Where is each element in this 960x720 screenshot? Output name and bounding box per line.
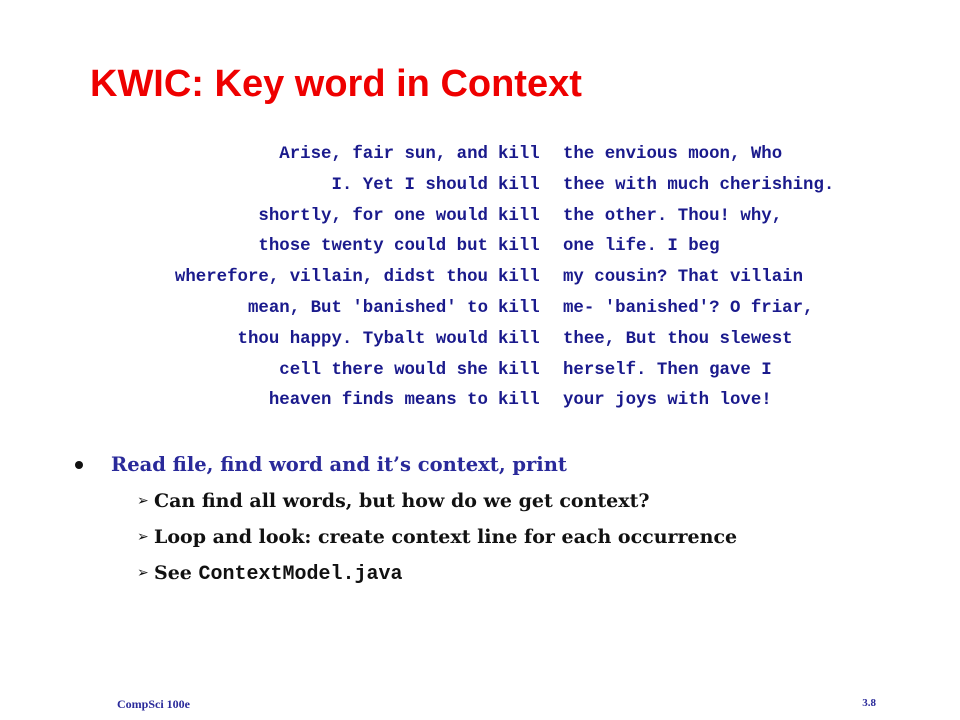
- kwic-left-context: cell there would she: [279, 360, 488, 380]
- sub-bullet: [0, 557, 960, 593]
- kwic-right-context: your joys with love!: [563, 391, 772, 411]
- kwic-left-context: I. Yet I should: [331, 175, 488, 195]
- kwic-right-context: thee with much cherishing.: [563, 175, 835, 195]
- sub-bullet-prefix: See: [154, 562, 199, 584]
- kwic-right-context: the envious moon, Who: [563, 145, 783, 164]
- kwic-right-context: one life. I beg: [563, 237, 720, 257]
- arrow-bullet-icon: ➢: [137, 529, 149, 545]
- footer-course: CompSci 100e: [117, 697, 190, 711]
- kwic-left-context: shortly, for one would: [258, 206, 488, 226]
- kwic-keyword: kill: [498, 206, 540, 226]
- sub-bullet-text: Loop and look: create context line for each occurrence: [154, 526, 738, 548]
- kwic-left-context: those twenty could but: [258, 237, 488, 257]
- kwic-keyword: kill: [498, 145, 540, 164]
- kwic-row: [0, 294, 960, 325]
- kwic-right-context: herself. Then gave I: [563, 360, 772, 380]
- file-name-code: ContextModel.java: [198, 563, 403, 586]
- kwic-keyword: kill: [498, 391, 540, 411]
- bullet-list: [0, 447, 960, 593]
- kwic-row: [0, 140, 960, 171]
- kwic-keyword: kill: [498, 360, 540, 380]
- kwic-row: [0, 325, 960, 356]
- kwic-left-context: heaven finds means to: [268, 391, 488, 411]
- slide-title: KWIC: Key word in Context: [90, 63, 582, 105]
- kwic-keyword: kill: [498, 329, 540, 349]
- arrow-bullet-icon: ➢: [137, 565, 149, 581]
- kwic-right-context: thee, But thou slewest: [563, 329, 793, 349]
- kwic-right-context: my cousin? That villain: [563, 268, 804, 288]
- kwic-keyword: kill: [498, 268, 540, 288]
- footer-page-number: 3.8: [862, 697, 876, 709]
- kwic-row: [0, 232, 960, 263]
- kwic-row: [0, 202, 960, 233]
- arrow-bullet-icon: ➢: [137, 493, 149, 509]
- kwic-keyword: kill: [498, 237, 540, 257]
- bullet-dot-icon: [75, 461, 83, 469]
- kwic-left-context: thou happy. Tybalt would: [237, 329, 488, 349]
- kwic-right-context: the other. Thou! why,: [563, 206, 783, 226]
- kwic-row: [0, 263, 960, 294]
- kwic-listing: [0, 140, 960, 417]
- main-bullet-text: Read file, find word and it’s context, print: [111, 453, 567, 476]
- kwic-right-context: me- 'banished'? O friar,: [563, 298, 814, 318]
- kwic-keyword: kill: [498, 298, 540, 318]
- kwic-row: [0, 356, 960, 387]
- kwic-keyword: kill: [498, 175, 540, 195]
- sub-bullet: [0, 485, 960, 521]
- kwic-left-context: Arise, fair sun, and: [279, 145, 488, 164]
- kwic-left-context: mean, But 'banished' to: [247, 298, 488, 318]
- sub-bullet-text: Can find all words, but how do we get context?: [154, 490, 650, 512]
- kwic-left-context: wherefore, villain, didst thou: [174, 268, 488, 288]
- kwic-row: [0, 386, 960, 417]
- kwic-row: [0, 171, 960, 202]
- sub-bullet-text: [154, 557, 403, 591]
- sub-bullet: [0, 521, 960, 557]
- main-bullet: [0, 447, 960, 485]
